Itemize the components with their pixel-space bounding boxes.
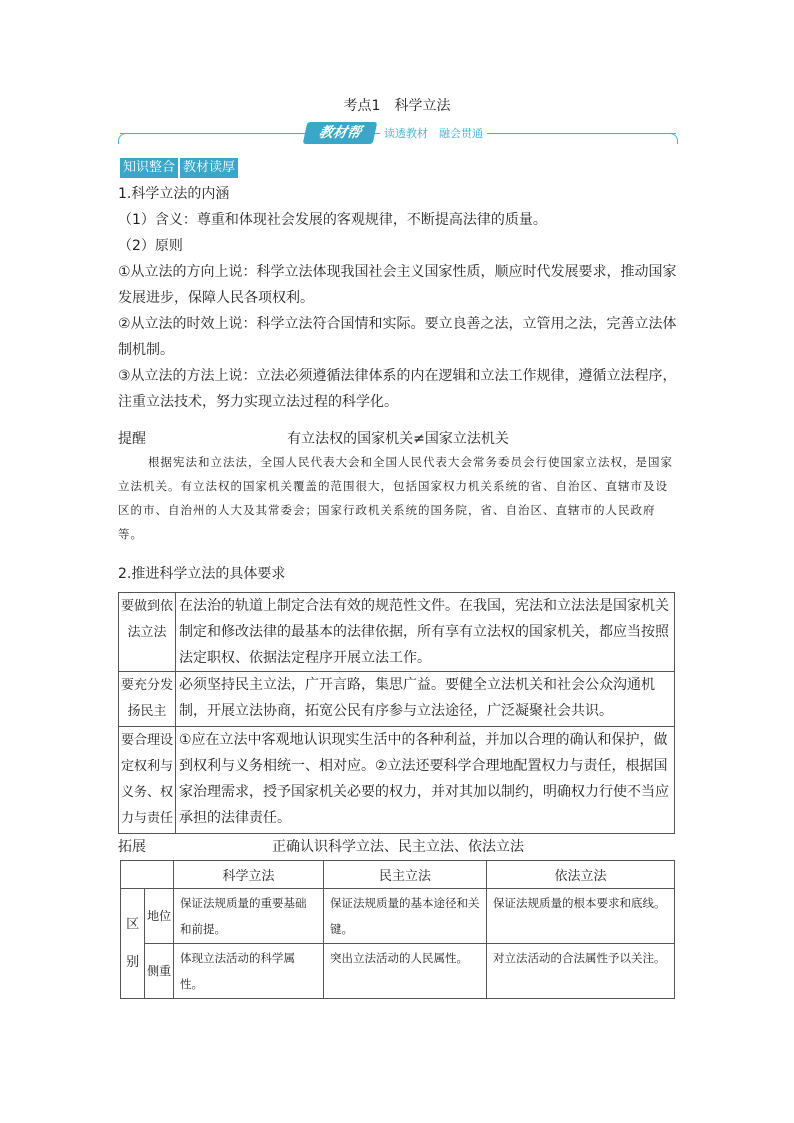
column-header: 民主立法: [324, 861, 487, 889]
banner-subtitle: 读透教材 融会贯通: [380, 125, 487, 141]
principle-item: ③从立法的方法上说：立法必须遵循法律体系的内在逻辑和立法工作规律，遵循立法程序，注重立法技术，努力实现立法过程的科学化。: [118, 368, 677, 410]
aspect-label: [145, 889, 174, 944]
aspect-label: [145, 944, 174, 999]
comparison-table: [120, 860, 675, 999]
table-header-row: [121, 861, 675, 889]
section1-heading: 1.科学立法的内涵: [118, 186, 230, 202]
meaning-text: （1）含义：尊重和体现社会发展的客观规律，不断提高法律的质量。: [118, 212, 547, 228]
principle-item: ②从立法的时效上说：科学立法符合国情和实际。要立良善之法，立管用之法，完善立法体制机制。: [118, 316, 677, 358]
corner-cell: [121, 861, 174, 889]
table-cell: 保证法规质量的基本途径和关键。: [324, 889, 487, 944]
table-row: [119, 727, 675, 834]
row-text: 必须坚持民主立法，广开言路，集思广益。要健全立法机关和社会公众沟通机制，开展立法协商，拓宽公民有序参与立法途径，广泛凝聚社会共识。: [176, 672, 675, 727]
aspect-text: 地位: [147, 909, 172, 923]
column-header: 依法立法: [487, 861, 675, 889]
tip-body: 根据宪法和立法法，全国人民代表大会和全国人民代表大会常务委员会行使国家立法权，是国家立法机关。有立法权的国家机关覆盖的范围很大，包括国家权力机关系统的省、自治区、直辖市及设区的市、自治州的人大及其常委会；国家行政机关系统的国务院，省、自治区、直辖市的人民政府等。: [118, 455, 673, 541]
table-cell: 保证法规质量的根本要求和底线。: [487, 889, 675, 944]
table-row: [121, 889, 675, 944]
row-header: 要做到依法立法: [119, 593, 176, 672]
tag-group: [120, 158, 238, 178]
table-row: [119, 593, 675, 672]
table-cell: 突出立法活动的人民属性。: [324, 944, 487, 999]
extension-title: 正确认识科学立法、民主立法、依法立法: [272, 839, 524, 855]
table-cell: 保证法规质量的重要基础和前提。: [174, 889, 324, 944]
principle-label: （2）原则: [118, 238, 183, 254]
table-cell: 体现立法活动的科学属性。: [174, 944, 324, 999]
section2-heading: 2.推进科学立法的具体要求: [118, 566, 286, 582]
requirements-table: [118, 592, 675, 834]
group-label: [121, 889, 145, 999]
extension-label: 拓展: [118, 839, 146, 855]
row-header: 要合理设定权利与义务、权力与责任: [119, 727, 176, 834]
section-banner: [118, 120, 678, 150]
row-text: 在法治的轨道上制定合法有效的规范性文件。在我国，宪法和立法法是国家机关制定和修改法律的最基本的法律依据，所有享有立法权的国家机关，都应当按照法定职权、依据法定程序开展立法工作。: [176, 593, 675, 672]
column-header: 科学立法: [174, 861, 324, 889]
tip-title: 有立法权的国家机关≠国家立法机关: [287, 431, 509, 447]
table-row: [121, 944, 675, 999]
tag-textbook: 教材读厚: [180, 158, 238, 178]
banner-left-cap: [118, 133, 129, 144]
banner-right-cap: [667, 133, 678, 144]
group-text: 区别: [126, 916, 140, 970]
table-cell: 对立法活动的合法属性予以关注。: [487, 944, 675, 999]
page-title: 考点1 科学立法: [343, 98, 451, 114]
tip-label: 提醒: [118, 431, 146, 447]
row-header: 要充分发扬民主: [119, 672, 176, 727]
tag-knowledge: 知识整合: [120, 158, 178, 178]
aspect-text: 侧重: [147, 964, 172, 978]
principle-item: ①从立法的方向上说：科学立法体现我国社会主义国家性质，顺应时代发展要求，推动国家发展进步，保障人民各项权利。: [118, 264, 677, 306]
row-text: ①应在立法中客观地认识现实生活中的各种利益，并加以合理的确认和保护，做到权利与义务相统一、相对应。②立法还要科学合理地配置权力与责任，根据国家治理需求，授予国家机关必要的权力，并对其加以制约，明确权力行使不当应承担的法律责任。: [176, 727, 675, 834]
table-row: [119, 672, 675, 727]
banner-label: 教材帮: [303, 122, 378, 144]
